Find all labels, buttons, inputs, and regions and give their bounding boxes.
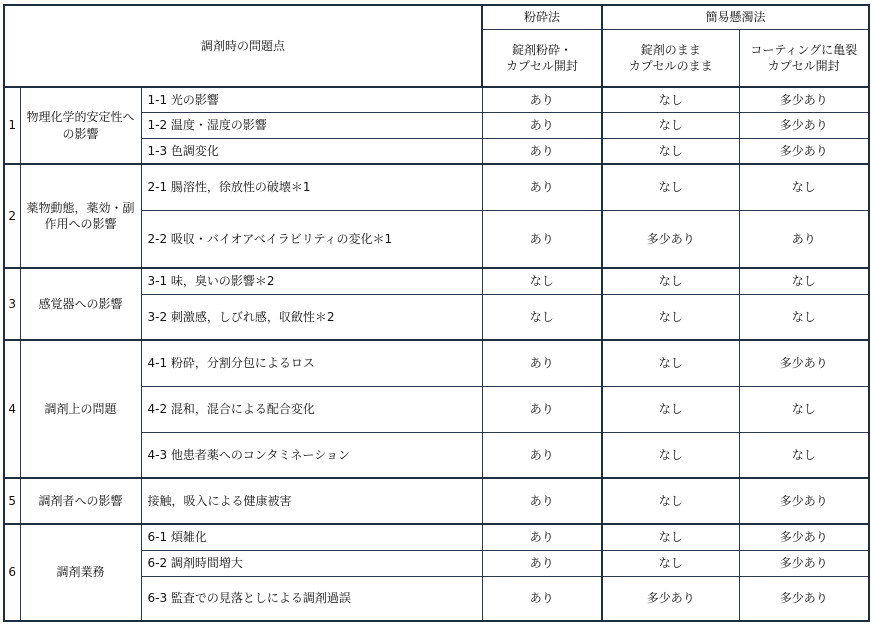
cell-cracked: なし	[739, 432, 869, 478]
row-item: 6-1 煩雑化	[141, 524, 482, 550]
row-item: 1-3 色調変化	[141, 138, 482, 164]
cell-cracked: 多少あり	[739, 138, 869, 164]
header-col-c	[739, 29, 869, 87]
group-category: 物理化学的安定性への影響	[20, 87, 141, 164]
cell-as-is: なし	[602, 164, 739, 210]
cell-as-is: なし	[602, 112, 739, 138]
comparison-table	[3, 4, 870, 622]
cell-grinding: なし	[482, 268, 602, 294]
table-row	[4, 340, 869, 386]
group-category: 調剤業務	[20, 524, 141, 621]
header-col-a	[482, 29, 602, 87]
cell-cracked: なし	[739, 164, 869, 210]
table-row	[4, 478, 869, 524]
cell-cracked: 多少あり	[739, 478, 869, 524]
group-category: 感覚器への影響	[20, 268, 141, 340]
cell-grinding: あり	[482, 210, 602, 268]
row-item: 2-2 吸収・バイオアベイラビリティの変化＊1	[141, 210, 482, 268]
cell-grinding: あり	[482, 550, 602, 576]
row-item: 4-1 粉砕，分割分包によるロス	[141, 340, 482, 386]
cell-grinding: あり	[482, 87, 602, 112]
row-item: 4-3 他患者薬へのコンタミネーション	[141, 432, 482, 478]
header-col-c-text: コーティングに亀裂 カプセル開封	[750, 42, 858, 73]
cell-grinding: あり	[482, 524, 602, 550]
header-issues: 調剤時の問題点	[4, 5, 482, 87]
cell-cracked: 多少あり	[739, 550, 869, 576]
header-col-b	[602, 29, 739, 87]
cell-cracked: 多少あり	[739, 340, 869, 386]
cell-grinding: あり	[482, 386, 602, 432]
comparison-table-container	[3, 4, 870, 622]
group-number: 5	[4, 478, 20, 524]
cell-grinding: あり	[482, 576, 602, 621]
cell-as-is: なし	[602, 386, 739, 432]
cell-as-is: なし	[602, 550, 739, 576]
cell-as-is: 多少あり	[602, 576, 739, 621]
cell-as-is: 多少あり	[602, 210, 739, 268]
group-number: 3	[4, 268, 20, 340]
row-item: 6-2 調剤時間増大	[141, 550, 482, 576]
row-item: 3-1 味，臭いの影響＊2	[141, 268, 482, 294]
row-item: 3-2 刺激感，しびれ感，収斂性＊2	[141, 294, 482, 340]
cell-cracked: なし	[739, 386, 869, 432]
cell-as-is: なし	[602, 524, 739, 550]
row-item: 2-1 腸溶性，徐放性の破壊＊1	[141, 164, 482, 210]
cell-cracked: 多少あり	[739, 112, 869, 138]
header-col-a-text: 錠剤粉砕・ カプセル開封	[506, 42, 578, 73]
table-row	[4, 268, 869, 294]
row-item: 1-1 光の影響	[141, 87, 482, 112]
cell-cracked: あり	[739, 210, 869, 268]
group-number: 1	[4, 87, 20, 164]
cell-grinding: あり	[482, 164, 602, 210]
row-item: 1-2 温度・湿度の影響	[141, 112, 482, 138]
group-category: 調剤者への影響	[20, 478, 141, 524]
group-number: 4	[4, 340, 20, 478]
header-grinding: 粉砕法	[482, 5, 602, 29]
cell-as-is: なし	[602, 87, 739, 112]
cell-as-is: なし	[602, 478, 739, 524]
cell-as-is: なし	[602, 432, 739, 478]
row-item: 6-3 監査での見落としによる調剤過誤	[141, 576, 482, 621]
cell-cracked: 多少あり	[739, 576, 869, 621]
table-row	[4, 87, 869, 112]
row-item: 接触，吸入による健康被害	[141, 478, 482, 524]
cell-cracked: 多少あり	[739, 87, 869, 112]
cell-as-is: なし	[602, 268, 739, 294]
cell-cracked: なし	[739, 294, 869, 340]
cell-as-is: なし	[602, 340, 739, 386]
cell-grinding: なし	[482, 294, 602, 340]
table-row	[4, 164, 869, 210]
cell-grinding: あり	[482, 432, 602, 478]
cell-grinding: あり	[482, 340, 602, 386]
table-row	[4, 524, 869, 550]
group-category: 調剤上の問題	[20, 340, 141, 478]
group-category: 薬物動態，薬効・副作用への影響	[20, 164, 141, 268]
cell-cracked: なし	[739, 268, 869, 294]
header-suspension: 簡易懸濁法	[602, 5, 869, 29]
cell-as-is: なし	[602, 294, 739, 340]
cell-grinding: あり	[482, 478, 602, 524]
cell-cracked: 多少あり	[739, 524, 869, 550]
group-number: 2	[4, 164, 20, 268]
header-col-b-text: 錠剤のまま カプセルのまま	[628, 42, 713, 73]
cell-grinding: あり	[482, 112, 602, 138]
row-item: 4-2 混和，混合による配合変化	[141, 386, 482, 432]
cell-as-is: なし	[602, 138, 739, 164]
group-number: 6	[4, 524, 20, 621]
cell-grinding: あり	[482, 138, 602, 164]
